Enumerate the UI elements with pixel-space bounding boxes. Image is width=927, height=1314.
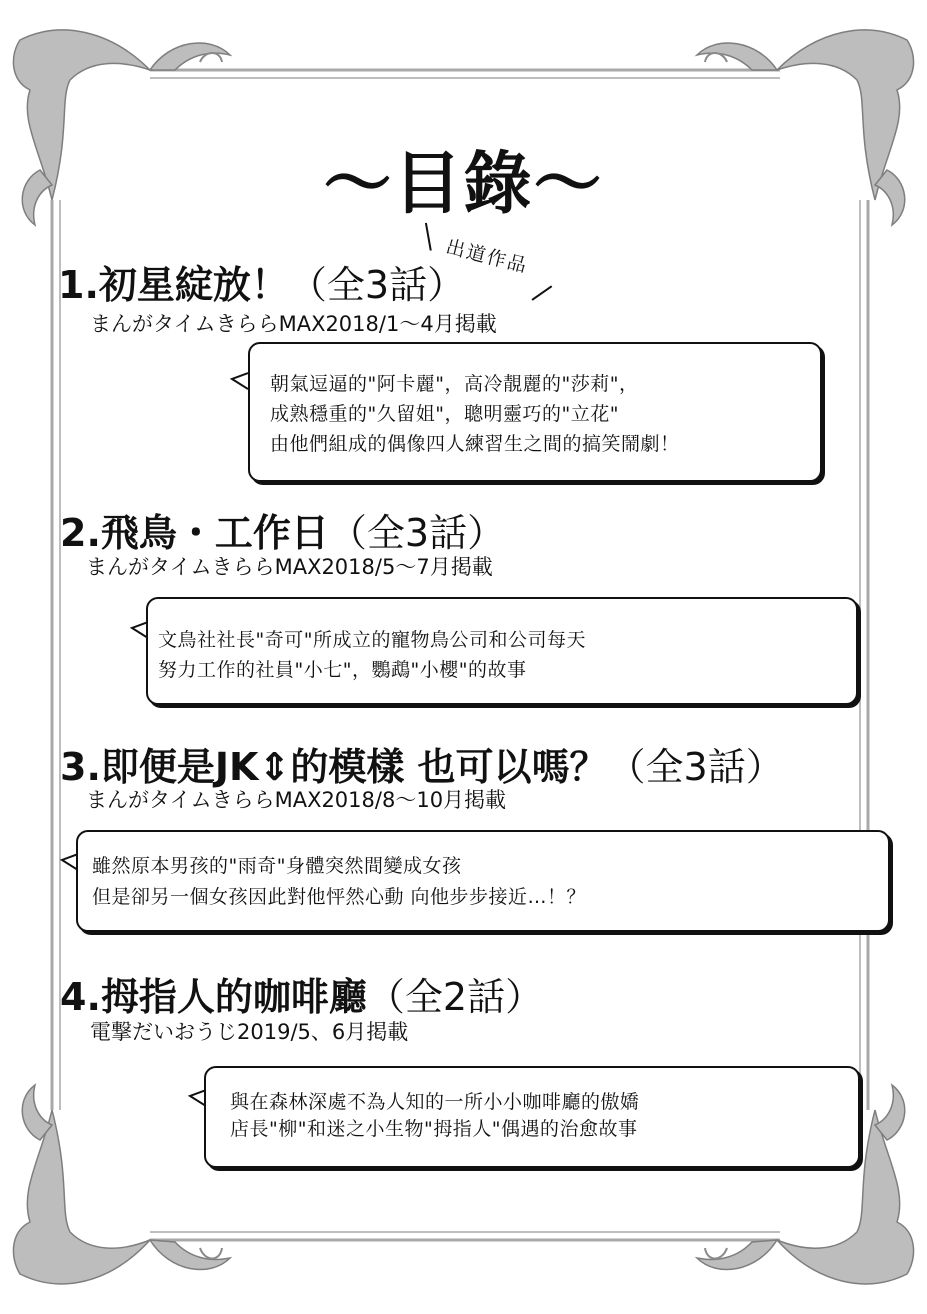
entry-3-heading xyxy=(60,736,784,791)
entry-4-publication: 電撃だいおうじ2019/5、6月掲載 xyxy=(90,1020,409,1044)
entry-1-bubble-tail xyxy=(228,371,248,393)
entry-3-summary-line-1: 雖然原本男孩的"雨奇"身體突然間變成女孩 xyxy=(92,855,462,877)
side-note: 出道作品 xyxy=(443,235,531,278)
entry-2-number: 2. xyxy=(60,511,101,555)
entry-3-publication: まんがタイムきららMAX2018/8～10月掲載 xyxy=(86,788,507,812)
entry-1-summary-line-1: 朝氣逗逼的"阿卡麗"，高冷靚麗的"莎莉"， xyxy=(270,373,639,395)
entry-2-heading xyxy=(60,502,505,557)
entry-1-suffix: （全3話） xyxy=(288,263,466,307)
entry-1-summary-line-2: 成熟穩重的"久留姐"，聰明靈巧的"立花" xyxy=(270,403,619,425)
entry-3-bubble-tail xyxy=(58,852,78,874)
entry-3-summary-line-2: 但是卻另一個女孩因此對他怦然心動 向他步步接近…！？ xyxy=(92,886,587,908)
entry-1-summary-line-3: 由他們組成的偶像四人練習生之間的搞笑鬧劇！ xyxy=(270,433,680,455)
entry-4-bubble-tail xyxy=(186,1088,206,1110)
entry-3-number: 3. xyxy=(60,745,101,789)
page-title: ～目錄～ xyxy=(323,145,604,224)
entry-2-summary-line-2: 努力工作的社員"小七"，鸚鵡"小櫻"的故事 xyxy=(158,659,527,681)
entry-3-suffix: （全3話） xyxy=(607,745,784,789)
entry-1-title: 初星綻放！ xyxy=(98,263,289,307)
entry-1-publication: まんがタイムきららMAX2018/1～4月掲載 xyxy=(90,312,497,336)
entry-2-suffix: （全3話） xyxy=(328,511,506,555)
entry-3-title: 即便是JK⇕的模樣 也可以嗎？ xyxy=(100,745,608,789)
entry-2-title: 飛鳥・工作日 xyxy=(100,511,329,555)
entry-4-suffix: （全2話） xyxy=(366,975,544,1019)
entry-4-title: 拇指人的咖啡廳 xyxy=(100,975,367,1019)
entry-2-publication: まんがタイムきららMAX2018/5～7月掲載 xyxy=(86,555,493,579)
entry-1-heading xyxy=(58,254,465,309)
entry-4-number: 4. xyxy=(60,975,101,1019)
entry-4-heading xyxy=(60,966,543,1021)
entry-2-summary-line-1: 文鳥社社長"奇可"所成立的寵物鳥公司和公司每天 xyxy=(158,629,586,651)
entry-4-summary-line-2: 店長"柳"和迷之小生物"拇指人"偶遇的治愈故事 xyxy=(230,1118,638,1140)
entry-2-bubble-tail xyxy=(128,620,148,642)
entry-4-summary-line-1: 與在森林深處不為人知的一所小小咖啡廳的傲嬌 xyxy=(230,1091,640,1113)
entry-3-summary-bubble xyxy=(76,830,890,932)
entry-1-number: 1. xyxy=(58,263,99,307)
